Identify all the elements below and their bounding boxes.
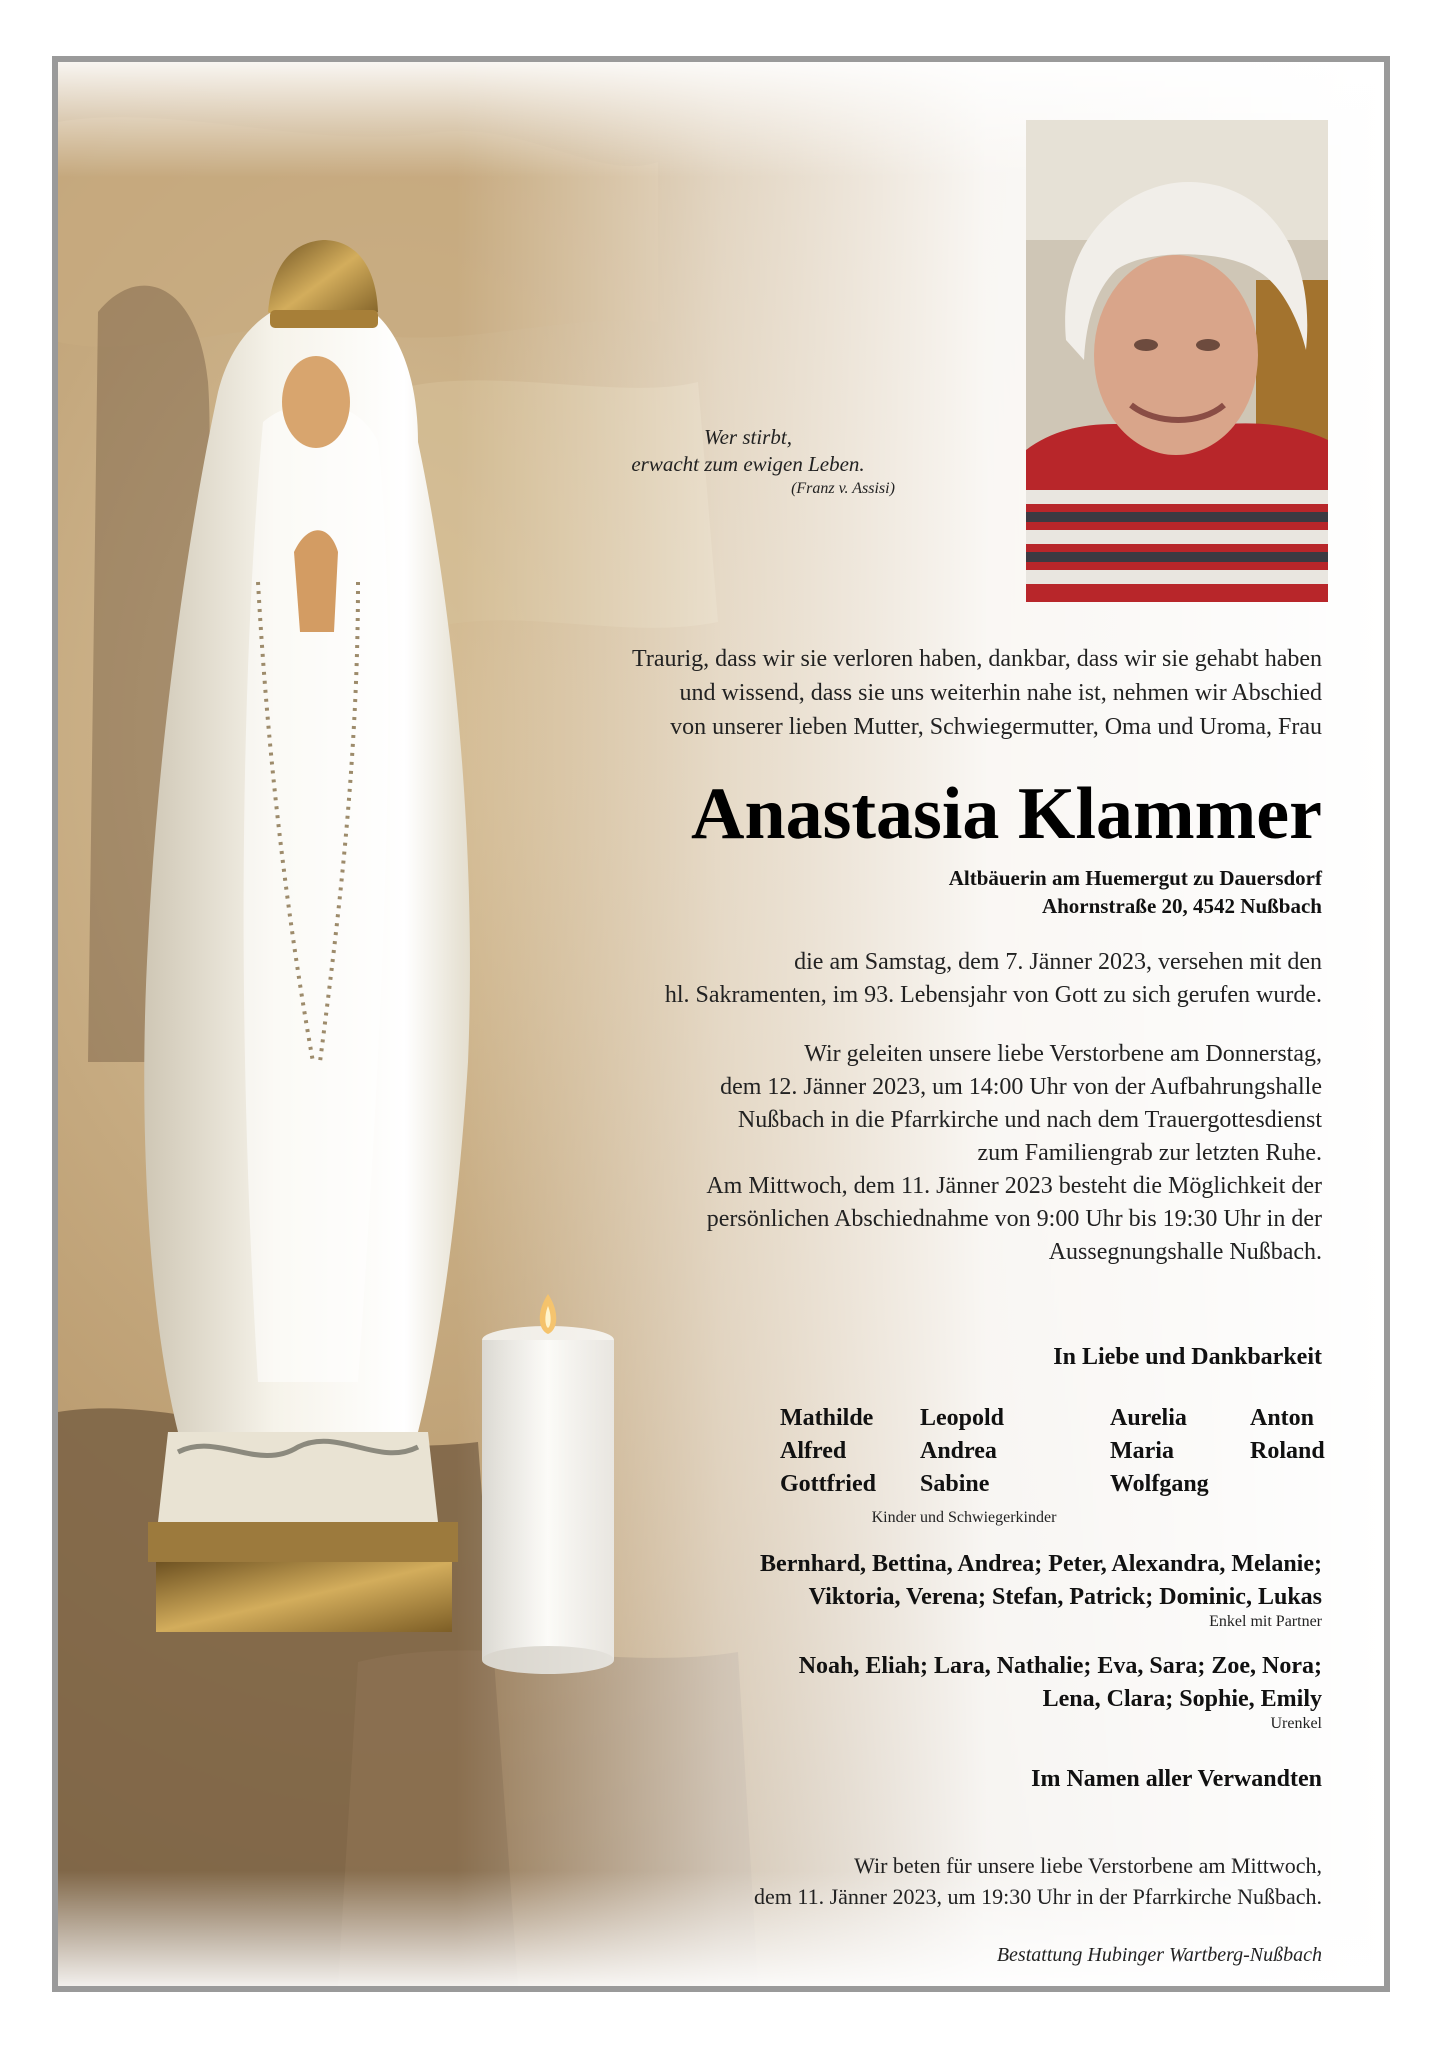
child-name: Roland (1250, 1438, 1325, 1464)
farewell-line-2: persönlichen Abschiednahme von 9:00 Uhr bis 19:30 Uhr in der (706, 1206, 1322, 1232)
grandchildren-line-1: Bernhard, Bettina, Andrea; Peter, Alexandra, Melanie; (760, 1551, 1322, 1577)
grandchildren-text (522, 1548, 1322, 1614)
deceased-address: Ahornstraße 20, 4542 Nußbach (1041, 894, 1322, 918)
deceased-title: Altbäuerin am Huemergut zu Dauersdorf (948, 866, 1322, 890)
intro-line-2: und wissend, dass sie uns weiterhin nahe ist, nehmen wir Abschied (679, 680, 1322, 706)
farewell-line-1: Am Mittwoch, dem 11. Jänner 2023 besteht die Möglichkeit der (706, 1173, 1322, 1199)
funeral-text (462, 1038, 1322, 1170)
intro-line-1: Traurig, dass wir sie verloren haben, dankbar, dass wir sie gehabt haben (632, 646, 1322, 672)
funeral-line-1: Wir geleiten unsere liebe Verstorbene am Donnerstag, (804, 1041, 1322, 1067)
child-name: Mathilde (780, 1405, 874, 1431)
child-name: Andrea (920, 1438, 997, 1464)
prayer-line-2: dem 11. Jänner 2023, um 19:30 Uhr in der Pfarrkirche Nußbach. (754, 1884, 1322, 1909)
great-grandchildren-line-2: Lena, Clara; Sophie, Emily (1042, 1686, 1322, 1712)
children-column-2 (920, 1402, 1004, 1501)
child-name: Aurelia (1110, 1405, 1187, 1431)
quote-line-1: Wer stirbt, (704, 425, 792, 449)
prayer-line-1: Wir beten für unsere liebe Verstorbene am Mittwoch, (854, 1853, 1322, 1878)
children-caption: Kinder und Schwiegerkinder (871, 1509, 1057, 1526)
relatives-heading: Im Namen aller Verwandten (1031, 1766, 1322, 1792)
child-name: Wolfgang (1110, 1471, 1209, 1497)
child-name: Alfred (780, 1438, 847, 1464)
grandchildren-line-2: Viktoria, Verena; Stefan, Patrick; Dominic, Lukas (808, 1584, 1322, 1610)
child-name: Sabine (920, 1471, 990, 1497)
elderly-woman-portrait (1026, 120, 1328, 602)
death-line-1: die am Samstag, dem 7. Jänner 2023, versehen mit den (794, 949, 1322, 975)
intro-text (462, 642, 1322, 744)
obituary-frame (52, 56, 1390, 1992)
children-column-3 (1110, 1402, 1209, 1501)
deceased-name: Anastasia Klammer (691, 773, 1322, 855)
funeral-line-4: zum Familiengrab zur letzten Ruhe. (977, 1140, 1322, 1166)
funeral-line-3: Nußbach in die Pfarrkirche und nach dem Trauergottesdienst (737, 1107, 1322, 1133)
great-grandchildren-caption: Urenkel (1270, 1715, 1322, 1732)
child-name: Leopold (920, 1405, 1005, 1431)
children-list (780, 1402, 1380, 1512)
great-grandchildren-text (522, 1650, 1322, 1716)
intro-line-3: von unserer lieben Mutter, Schwiegermutter, Oma und Uroma, Frau (670, 714, 1322, 740)
quote-line-2: erwacht zum ewigen Leben. (631, 452, 865, 476)
quote-block (528, 424, 968, 500)
deceased-details (622, 864, 1322, 920)
undertaker-name: Bestattung Hubinger Wartberg-Nußbach (996, 1944, 1322, 1966)
funeral-line-2: dem 12. Jänner 2023, um 14:00 Uhr von der Aufbahrungshalle (720, 1074, 1322, 1100)
great-grandchildren-line-1: Noah, Eliah; Lara, Nathalie; Eva, Sara; Zoe, Nora; (798, 1653, 1322, 1679)
grandchildren-caption: Enkel mit Partner (1209, 1613, 1322, 1630)
death-text (462, 946, 1322, 1012)
child-name: Gottfried (780, 1471, 876, 1497)
death-line-2: hl. Sakramenten, im 93. Lebensjahr von Gott zu sich gerufen wurde. (664, 982, 1322, 1008)
portrait-photo (1026, 120, 1328, 602)
farewell-line-3: Aussegnungshalle Nußbach. (1048, 1239, 1322, 1265)
children-column-1 (780, 1402, 876, 1501)
prayer-text (462, 1850, 1322, 1912)
child-name: Maria (1110, 1438, 1174, 1464)
farewell-text (462, 1170, 1322, 1269)
quote-source: (Franz v. Assisi) (791, 480, 895, 497)
children-column-4 (1250, 1402, 1325, 1468)
child-name: Anton (1250, 1405, 1315, 1431)
love-heading: In Liebe und Dankbarkeit (1053, 1344, 1322, 1370)
